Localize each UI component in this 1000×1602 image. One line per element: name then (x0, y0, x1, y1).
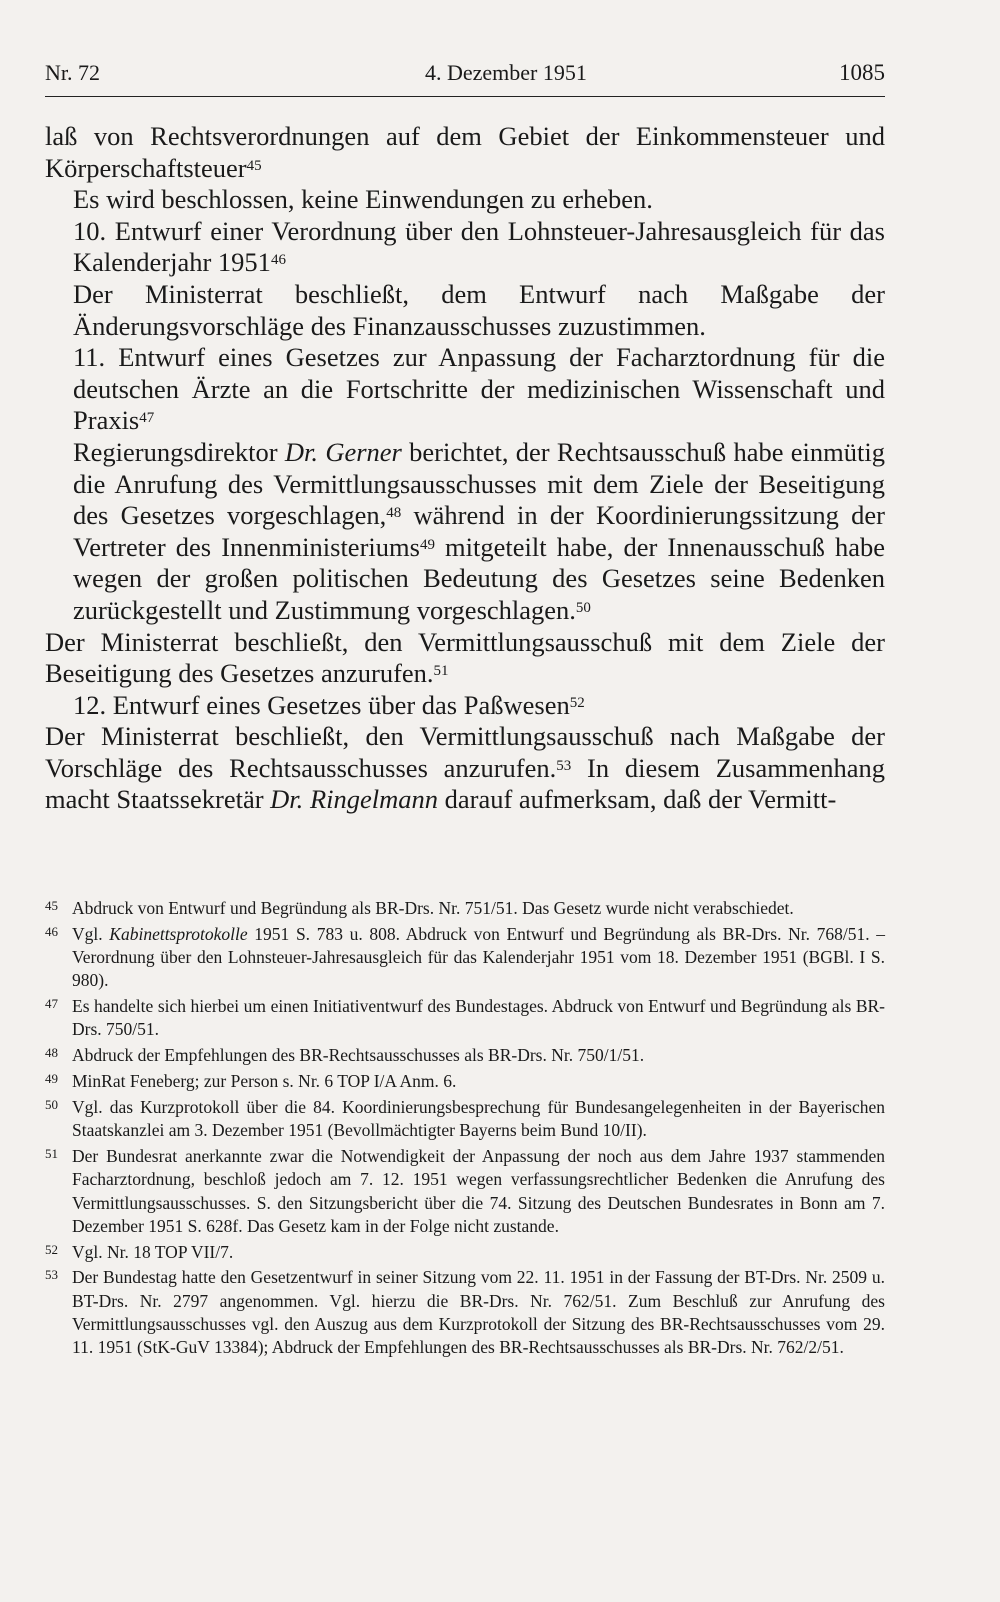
agenda-item: 12. Entwurf eines Gesetzes über das Paßwesen$^{52}$ (73, 689, 585, 720)
footnote-number: 45 (45, 898, 58, 913)
publication-title: Kabinettsprotokolle (109, 923, 248, 944)
footnote-ref[interactable]: 53 (556, 757, 572, 774)
person-title: Dr. (284, 436, 319, 467)
footnote-number: 53 (45, 1267, 58, 1283)
footnote: 47 Es handelte sich hierbei um einen Initiativentwurf des Bundestages. Abdruck von Entwurf und Begründung als BR-Drs. 750/51. (45, 995, 885, 1042)
running-head (45, 60, 885, 90)
paragraph: Regierungsdirektor Dr. Gerner berichtet, der Rechtsausschuß habe einmütig die Anrufung des Vermittlungsausschusses mit dem Ziele der Beseitigung des Gesetzes vorgeschlagen,$^{48}$ während in der Koordinierungssitzung der Vertreter des Innenministeriums$^{49}$ mitgeteilt habe, der Innenausschuß habe wegen der großen politischen Bedeutung des Gesetzes seine Bedenken zurückgestellt und Zustimmung vorgeschlagen.$^{50}$ (73, 436, 886, 625)
person-name: Ringelmann (309, 784, 438, 815)
footnote: 49 MinRat Feneberg; zur Person s. Nr. 6 TOP I/A Anm. 6. (45, 1070, 885, 1093)
footnote: 45 Abdruck von Entwurf und Begründung als BR-Drs. Nr. 751/51. Das Gesetz wurde nicht verabschiedet. (45, 897, 885, 920)
footnote: 46 Vgl. Kabinettsprotokolle 1951 S. 783 u. 808. Abdruck von Entwurf und Begründung als BR-Drs. Nr. 768/51. – Verordnung über den Lohnsteuer-Jahresausgleich für das Kalenderjahr 1951 vom 18. Dezember 1951 (BGBl. I S. 980). (45, 923, 885, 993)
footnote: 53 Der Bundestag hatte den Gesetzentwurf in seiner Sitzung vom 22. 11. 1951 in der Fassung der BT-Drs. Nr. 2509 u. BT-Drs. Nr. 2797 angenommen. Vgl. hierzu die BR-Drs. Nr. 762/51. Zum Beschluß zur Anrufung des Vermittlungsausschusses vgl. den Auszug aus dem Kurzprotokoll der Sitzung des BR-Rechtsausschusses vom 29. 11. 1951 (StK-GuV 13384); Abdruck der Empfehlungen des BR-Rechtsausschusses als BR-Drs. Nr. 762/2/51. (45, 1266, 885, 1359)
footnote: 51 Der Bundesrat anerkannte zwar die Notwendigkeit der Anpassung der noch aus dem Jahre 1937 stammenden Facharztordnung, beschloß jedoch am 7. 12. 1951 wegen verfassungsrechtlicher Bedenken die Anrufung des Vermittlungsausschusses. S. den Sitzungsbericht über die 74. Sitzung des Deutschen Bundesrates in Bonn am 7. Dezember 1951 S. 628f. Das Gesetz kam in der Folge nicht zustande. (45, 1145, 885, 1238)
agenda-item: 10. Entwurf einer Verordnung über den Lohnsteuer-Jahresausgleich für das Kalenderjahr 1951$^{46}$ (73, 215, 885, 278)
footnote-ref[interactable]: 49 (419, 536, 435, 553)
footnote-number: 50 (45, 1096, 58, 1112)
footnote-ref[interactable]: 50 (575, 599, 591, 616)
footnote-ref[interactable]: 48 (386, 505, 402, 522)
footnote-number: 48 (45, 1045, 58, 1061)
paragraph: Es wird beschlossen, keine Einwendungen zu erheben. (73, 184, 653, 215)
person-title: Dr. (270, 784, 304, 815)
footnote: 52 Vgl. Nr. 18 TOP VII/7. (45, 1241, 885, 1264)
footnote-ref[interactable]: 45 (246, 157, 262, 174)
agenda-item: 11. Entwurf eines Gesetzes zur Anpassung der Facharztordnung für die deutschen Ärzte an die Fortschritte der medizinischen Wissenschaft und Praxis$^{47}$ (73, 342, 885, 436)
session-date: 4. Dezember 1951 (425, 60, 587, 85)
footnote-number: 51 (45, 1145, 58, 1161)
footnote-ref[interactable]: 47 (139, 410, 155, 427)
footnote-number: 49 (45, 1071, 58, 1087)
footnote-ref[interactable]: 46 (270, 252, 286, 269)
paragraph: Der Ministerrat beschließt, den Vermittlungsausschuß mit dem Ziele der Beseitigung des Gesetzes anzurufen.$^{51}$ (45, 626, 885, 689)
page-number: 1085 (839, 60, 885, 85)
footnote: 50 Vgl. das Kurzprotokoll über die 84. Koordinierungsbesprechung für Bundesangelegenheiten in der Bayerischen Staatskanzlei am 3. Dezember 1951 (Bevollmächtigter Bayerns beim Bund 10/II). (45, 1096, 885, 1143)
footnote-ref[interactable]: 52 (569, 694, 585, 711)
footnote-number: 47 (45, 996, 58, 1012)
footnotes (45, 897, 885, 1362)
document-number: Nr. 72 (45, 60, 100, 85)
footnote-number: 46 (45, 923, 58, 939)
paragraph: Der Ministerrat beschließt, dem Entwurf nach Maßgabe der Änderungsvorschläge des Finanzausschusses zuzustimmen. (73, 278, 885, 341)
footnote: 48 Abdruck der Empfehlungen des BR-Rechtsausschusses als BR-Drs. Nr. 750/1/51. (45, 1044, 885, 1067)
paragraph: Der Ministerrat beschließt, den Vermittlungsausschuß nach Maßgabe der Vorschläge des Rechtsausschusses anzurufen.$^{53}$ In diesem Zusammenhang macht Staatssekretär Dr. Ringelmann darauf aufmerksam, daß der Vermitt- (45, 721, 885, 815)
header-rule (45, 96, 885, 97)
footnote-number: 52 (45, 1241, 58, 1257)
person-name: Gerner (325, 436, 402, 467)
footnote-ref[interactable]: 51 (433, 663, 449, 680)
paragraph: laß von Rechtsverordnungen auf dem Gebiet der Einkommensteuer und Körperschaftsteuer$^{45}$ (45, 121, 885, 183)
main-text (45, 121, 885, 816)
